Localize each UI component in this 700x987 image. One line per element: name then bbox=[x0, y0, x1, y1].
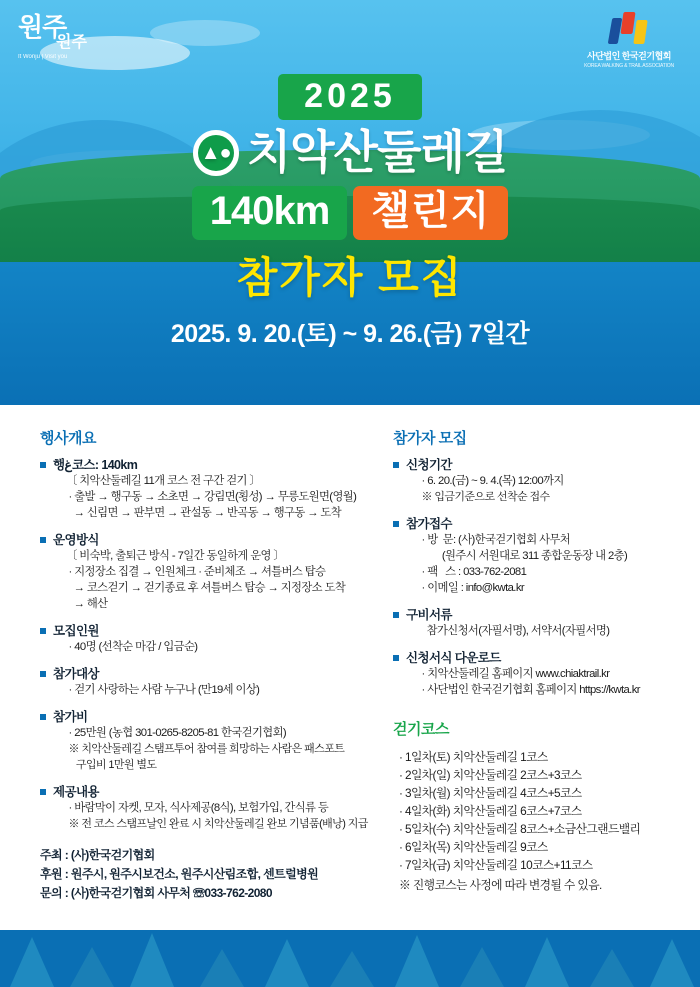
course-item: · 6일차(목) 치악산둘레길 9코스 bbox=[399, 840, 548, 854]
title-main-line bbox=[0, 124, 700, 180]
tree-icon bbox=[70, 947, 114, 987]
apply-column bbox=[393, 427, 683, 894]
apply-item-line: · 팩 스 : 033-762-2081 bbox=[419, 566, 527, 578]
overview-item-line: 〔 치악산둘레길 11개 코스 전 구간 걷기 〕 bbox=[66, 475, 261, 487]
overview-item-line: · 25만원 (농협 301-0265-8205-81 한국걷기협회) bbox=[66, 727, 287, 739]
overview-item-title: 행غ코스: 140km bbox=[40, 457, 370, 473]
overview-item-title: 운영방식 bbox=[40, 532, 370, 548]
apply-item-email: · 이메일 : info@kwta.kr bbox=[419, 582, 525, 594]
overview-column bbox=[40, 427, 370, 903]
apply-item-title: 신청서식 다운로드 bbox=[393, 650, 683, 666]
tree-decoration-band bbox=[0, 930, 700, 987]
overview-item-line: · 바람막이 자켓, 모자, 식사제공(8식), 보험가입, 간식류 등 bbox=[66, 802, 329, 814]
tree-icon bbox=[330, 951, 374, 987]
overview-item-line: → 코스걷기 → 걷기종료 후 셔틀버스 탑승 → 지정장소 도착 bbox=[66, 582, 346, 594]
chiaksan-trail-icon: ▲● bbox=[193, 130, 239, 176]
apply-heading: 참가자 모집 bbox=[393, 430, 467, 447]
apply-item-line: ※ 입금기준으로 선착순 접수 bbox=[419, 491, 550, 503]
tree-icon bbox=[590, 949, 634, 987]
organizer-info bbox=[40, 846, 370, 903]
kwta-logo-ko: 사단법인 한국걷기협회 bbox=[587, 51, 671, 61]
distance-badge: 140km bbox=[192, 186, 348, 240]
overview-item-line: · 지정장소 집결 → 인원체크 · 준비체조 → 셔틀버스 탑승 bbox=[66, 566, 326, 578]
course-item: · 7일차(금) 치악산둘레길 10코스+11코스 bbox=[399, 858, 593, 872]
wonju-logo-main: 원주 bbox=[18, 12, 67, 42]
contact-line: 문의 : (사)한국걷기협회 사무처 ☏033-762-2080 bbox=[40, 886, 272, 900]
title-main-text: 치악산둘레길 bbox=[246, 126, 508, 178]
title-km-row bbox=[0, 186, 700, 240]
overview-item-line: 구입비 1만원 별도 bbox=[66, 759, 157, 771]
overview-item bbox=[40, 532, 370, 612]
tree-icon bbox=[10, 937, 54, 987]
apply-item-title: 신청기간 bbox=[393, 457, 683, 473]
course-item: · 5일차(수) 치악산둘레길 8코스+소금산그랜드밸리 bbox=[399, 822, 641, 836]
apply-item-link[interactable]: · 사단법인 한국걷기협회 홈페이지 https://kwta.kr bbox=[419, 684, 640, 696]
tree-icon bbox=[200, 949, 244, 987]
tree-icon bbox=[130, 933, 174, 987]
overview-item-title: 모집인원 bbox=[40, 623, 370, 639]
info-panel bbox=[0, 405, 700, 930]
sponsor-line: 후원 : 원주시, 원주시보건소, 원주시산림조합, 센트럴병원 bbox=[40, 867, 319, 881]
apply-item bbox=[393, 650, 683, 698]
wonju-logo-tagline: It Wonju | Visit you bbox=[18, 54, 68, 60]
course-item: · 4일차(화) 치악산둘레길 6코스+7코스 bbox=[399, 804, 582, 818]
apply-item-title: 구비서류 bbox=[393, 607, 683, 623]
year-badge: 2025 bbox=[278, 74, 422, 120]
overview-item bbox=[40, 623, 370, 655]
course-item: · 1일차(토) 치악산둘레길 1코스 bbox=[399, 750, 548, 764]
event-period: 2025. 9. 20.(토) ~ 9. 26.(금) 7일간 bbox=[170, 320, 530, 348]
course-item: · 3일차(월) 치악산둘레길 4코스+5코스 bbox=[399, 786, 582, 800]
recruit-headline: 참가자 모집 bbox=[236, 254, 464, 301]
overview-heading: 행사개요 bbox=[40, 430, 96, 447]
overview-item-line: · 걷기 사랑하는 사람 누구나 (만19세 이상) bbox=[66, 684, 260, 696]
wonju-logo-sub: 원주 bbox=[56, 34, 87, 51]
kwta-logo bbox=[574, 12, 684, 69]
course-item: · 2일차(일) 치악산둘레길 2코스+3코스 bbox=[399, 768, 582, 782]
overview-item-line: → 신림면 → 판부면 → 관설동 → 반곡동 → 행구동 → 도착 bbox=[66, 507, 342, 519]
tree-icon bbox=[525, 937, 569, 987]
overview-item-title: 제공내용 bbox=[40, 784, 370, 800]
overview-item-title: 참가대상 bbox=[40, 666, 370, 682]
courses-note: ※ 진행코스는 사정에 따라 변경될 수 있음. bbox=[399, 878, 602, 892]
overview-item-title: 참가비 bbox=[40, 709, 370, 725]
apply-item bbox=[393, 607, 683, 639]
overview-item bbox=[40, 784, 370, 832]
apply-item-title: 참가접수 bbox=[393, 516, 683, 532]
overview-item bbox=[40, 709, 370, 773]
apply-item-line: 참가신청서(자필서명), 서약서(자필서명) bbox=[419, 625, 610, 637]
overview-item-line: ※ 전 코스 스탬프날인 완료 시 치악산둘레길 완보 기념품(배낭) 지급 bbox=[66, 818, 368, 830]
overview-item-line: · 40명 (선착순 마감 / 입금순) bbox=[66, 641, 198, 653]
title-block bbox=[0, 74, 700, 350]
courses-heading: 걷기코스 bbox=[393, 721, 449, 738]
overview-item bbox=[40, 457, 370, 521]
tree-icon bbox=[265, 939, 309, 987]
overview-item-line: ※ 치악산둘레길 스탬프투어 참여를 희망하는 사람은 패스포트 bbox=[66, 743, 345, 755]
overview-item-line: 〔 비숙박, 출퇴근 방식 - 7일간 동일하게 운영 〕 bbox=[66, 550, 285, 562]
apply-item bbox=[393, 457, 683, 505]
apply-item-line: · 6. 20.(금) ~ 9. 4.(목) 12:00까지 bbox=[419, 475, 564, 487]
organizer-line: 주최 : (사)한국걷기협회 bbox=[40, 848, 155, 862]
overview-item-line: → 해산 bbox=[66, 598, 108, 610]
apply-item-line: · 방 문: (사)한국걷기협회 사무처 bbox=[419, 534, 571, 546]
tree-icon bbox=[395, 935, 439, 987]
kwta-logo-mark bbox=[608, 12, 650, 46]
challenge-badge: 챌린지 bbox=[353, 186, 508, 240]
overview-item bbox=[40, 666, 370, 698]
courses-list bbox=[393, 748, 683, 894]
tree-icon bbox=[460, 947, 504, 987]
overview-item-line: · 출발 → 행구동 → 소초면 → 강림면(횡성) → 무릉도원면(영월) bbox=[66, 491, 357, 503]
apply-item-link[interactable]: · 치악산둘레길 홈페이지 www.chiaktrail.kr bbox=[419, 668, 610, 680]
apply-item-line: (원주시 서원대로 311 종합운동장 내 2층) bbox=[419, 550, 628, 562]
apply-item bbox=[393, 516, 683, 596]
tree-icon bbox=[650, 939, 694, 987]
wonju-logo bbox=[18, 14, 143, 66]
kwta-logo-en: KOREA WALKING & TRAIL ASSOCIATION bbox=[584, 63, 674, 69]
